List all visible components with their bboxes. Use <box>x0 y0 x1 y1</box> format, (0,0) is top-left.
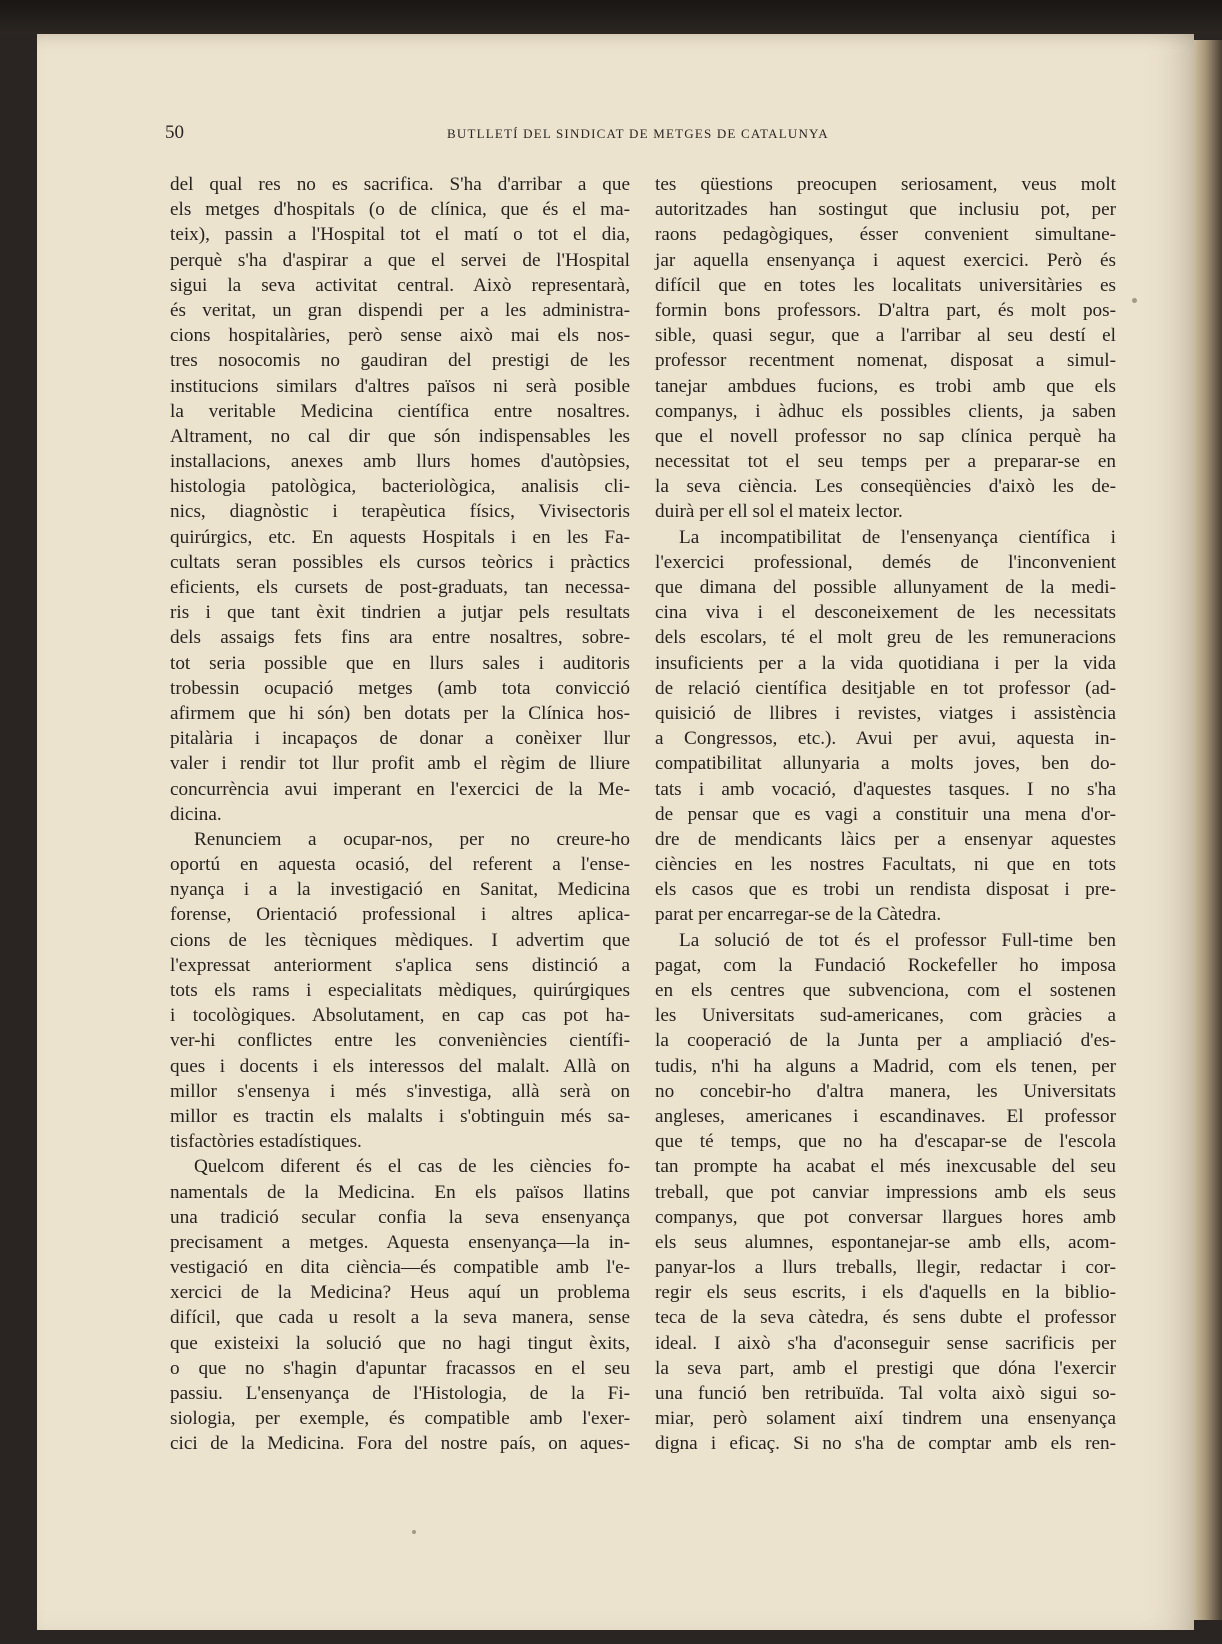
right-column-line: difícil que en totes les localitats universitàries es <box>655 274 1116 296</box>
left-column-line: Quelcom diferent és el cas de les ciències fo- <box>194 1156 630 1178</box>
left-column-line: eficients, els cursets de post-graduats, tan necessa- <box>170 577 630 598</box>
left-column-line: cultats seran possibles els cursos teòrics i pràctics <box>170 551 630 573</box>
right-column-line: una funció ben retribuïda. Tal volta això sigui so- <box>655 1383 1116 1404</box>
right-text-column <box>655 172 1116 1457</box>
right-column-line: l'exercici professional, demés de l'inconvenient <box>655 551 1116 573</box>
left-column-line: institucions similars d'altres països ni serà posible <box>170 375 630 397</box>
left-column-line: afirmem que hi són) ben dotats per la Clínica hos- <box>170 702 630 724</box>
right-column-line: dels escolars, té el molt greu de les remuneracions <box>655 627 1116 649</box>
left-column-line: dels assaigs fets fins ara entre nosaltres, sobre- <box>170 627 630 649</box>
page-number: 50 <box>165 122 184 143</box>
left-column-line: quirúrgics, etc. En aquests Hospitals i en les Fa- <box>170 526 630 548</box>
right-column-line: tes qüestions preocupen seriosament, veus molt <box>655 174 1116 195</box>
left-column-line: tots els rams i especialitats mèdiques, quirúrgiques <box>170 980 630 1001</box>
left-column-line: cions hospitalàries, però sense això mai els nos- <box>170 325 630 347</box>
right-column-line: que el novell professor no sap clínica perquè ha <box>655 425 1116 447</box>
left-column-line: del qual res no es sacrifica. S'ha d'arribar a que <box>170 174 630 195</box>
right-column-line: regir els seus escrits, i els d'aquells en la biblio- <box>655 1282 1116 1304</box>
right-column-line: tudis, n'hi ha alguns a Madrid, com els tenen, per <box>655 1055 1116 1077</box>
left-column-line: cions de les tècniques mèdiques. I advertim que <box>170 929 630 951</box>
running-head: BUTLLETÍ DEL SINDICAT DE METGES DE CATALUNYA <box>447 126 829 141</box>
left-column-line: vestigació en dita ciència—és compatible amb l'e- <box>170 1257 630 1279</box>
right-column-line: jar aquella ensenyança i aquest exercici. Però és <box>655 249 1116 271</box>
left-column-line: millor s'ensenya i més s'investiga, allà serà on <box>170 1080 630 1102</box>
right-column-line: de relació científica desitjable en tot professor (ad- <box>655 677 1116 699</box>
left-column-line: ris i que tant èxit tindrien a jutjar pels resultats <box>170 602 630 624</box>
right-column-line: que dimana del possible allunyament de la medi- <box>655 577 1116 598</box>
left-column-line: trobessin ocupació metges (amb tota convicció <box>170 677 630 699</box>
right-column-line: companys, i àdhuc els possibles clients, ja saben <box>655 400 1116 422</box>
left-column-line: i tocològiques. Absolutament, en cap cas pot ha- <box>170 1005 630 1027</box>
right-column-line: quisició de llibres i revistes, viatges i assistència <box>655 702 1116 724</box>
left-column-line: tisfactòries estadístiques. <box>170 1131 362 1153</box>
left-column-line: perquè s'ha d'aspirar a que el servei de l'Hospital <box>170 249 630 271</box>
right-column-line: parat per encarregar-se de la Càtedra. <box>655 904 942 926</box>
right-column-line: a Congressos, etc.). Avui per avui, aquesta in- <box>655 728 1116 750</box>
right-column-line: cina viva i el desconeixement de les necessitats <box>655 602 1116 624</box>
right-column-line: digna i eficaç. Si no s'ha de comptar amb els ren- <box>655 1433 1116 1455</box>
right-column-line: miar, però solament així tindrem una ensenyança <box>655 1408 1116 1430</box>
right-column-line: ciències en les nostres Facultats, ni que en tots <box>655 854 1116 876</box>
left-column-line: Renunciem a ocupar-nos, per no creure-ho <box>194 828 630 850</box>
right-column-line: La solució de tot és el professor Full-time ben <box>679 929 1116 951</box>
left-column-line: dicina. <box>170 803 222 825</box>
right-column-line: companys, que pot conversar llargues hores amb <box>655 1206 1116 1228</box>
print-speck <box>1132 298 1137 303</box>
left-column-line: nics, diagnòstic i terapèutica físics, Vivisectoris <box>170 501 630 523</box>
left-column-line: difícil, que cada u resolt a la seva manera, sense <box>170 1307 630 1329</box>
left-column-line: histologia patològica, bacteriològica, analisis cli- <box>170 476 630 498</box>
left-column-line: sigui la seva activitat central. Això representarà, <box>170 274 630 296</box>
left-column-line: namentals de la Medicina. En els països llatins <box>170 1181 630 1203</box>
right-column-line: duirà per ell sol el mateix lector. <box>655 501 903 523</box>
left-column-line: teix), passin a l'Hospital tot el matí o tot el dia, <box>170 224 630 246</box>
print-speck <box>412 1530 416 1534</box>
right-column-line: treball, que pot canviar impressions amb els seus <box>655 1181 1116 1203</box>
left-column-line: tot seria possible que en llurs sales i auditoris <box>170 652 630 674</box>
right-column-line: formin bons professors. D'altra part, és molt pos- <box>655 299 1116 321</box>
right-column-line: tan prompte ha acabat el més inexcusable del seu <box>655 1156 1116 1178</box>
right-column-line: la seva ciència. Les conseqüències d'això les de- <box>655 476 1116 498</box>
left-column-line: la veritable Medicina científica entre nosaltres. <box>170 400 630 422</box>
left-column-line: installacions, anexes amb llurs homes d'autòpsies, <box>170 451 630 473</box>
left-column-line: millor es tractin els malalts i s'obtinguin més sa- <box>170 1105 630 1127</box>
left-column-line: pitalària i incapaços de donar a conèixer llur <box>170 728 630 750</box>
left-column-line: siologia, per exemple, és compatible amb l'exer- <box>170 1408 630 1430</box>
right-column-line: sible, quasi segur, que a l'arribar al seu destí el <box>655 325 1116 347</box>
left-column-line: ques i docents i els interessos del malalt. Allà on <box>170 1055 630 1077</box>
right-column-line: de pensar que es vagi a constituir una mena d'or- <box>655 803 1116 825</box>
left-column-line: precisament a metges. Aquesta ensenyança—la in- <box>170 1231 630 1253</box>
left-column-line: valer i rendir tot llur profit amb el règim de lliure <box>170 753 630 775</box>
right-column-line: compatibilitat allunyaria a molts joves, ben do- <box>655 753 1116 775</box>
left-text-column <box>170 172 630 1457</box>
left-column-line: forense, Orientació professional i altres aplica- <box>170 904 630 926</box>
left-column-line: l'expressat anteriorment s'aplica sens distinció a <box>170 954 630 976</box>
left-column-line: una tradició secular confia la seva ensenyança <box>170 1206 630 1228</box>
right-column-line: els seus alumnes, espontanejar-se amb ells, acom- <box>655 1231 1116 1253</box>
right-column-line: panyar-los a llurs treballs, llegir, redactar i cor- <box>655 1257 1116 1279</box>
right-column-line: ideal. I això s'ha d'aconseguir sense sacrificis per <box>655 1332 1116 1354</box>
right-column-line: insuficients per a la vida quotidiana i per la vida <box>655 652 1116 674</box>
right-column-line: tanejar ambdues fucions, es trobi amb que els <box>655 375 1116 397</box>
page-binding-edge <box>1194 40 1222 1620</box>
left-column-line: que existeixi la solució que no hagi tingut èxits, <box>170 1332 630 1354</box>
left-column-line: ver-hi conflictes entre les conveniències científi- <box>170 1030 630 1052</box>
left-column-line: tres nosocomis no gaudiran del prestigi de les <box>170 350 630 372</box>
right-column-line: els casos que es trobi un rendista disposat i pre- <box>655 879 1116 901</box>
right-column-line: tats i amb vocació, d'aquestes tasques. I no s'ha <box>655 778 1116 800</box>
left-column-line: cici de la Medicina. Fora del nostre país, on aques- <box>170 1433 630 1455</box>
left-column-line: xercici de la Medicina? Heus aquí un problema <box>170 1282 630 1304</box>
left-column-line: passiu. L'ensenyança de l'Histologia, de la Fi- <box>170 1383 630 1404</box>
right-column-line: teca de la seva càtedra, és sens dubte el professor <box>655 1307 1116 1329</box>
right-column-line: angleses, americanes i escandinaves. El professor <box>655 1105 1116 1127</box>
left-column-line: oportú en aquesta ocasió, del referent a l'ense- <box>170 854 630 876</box>
left-column-line: concurrència avui imperant en l'exercici de la Me- <box>170 778 630 800</box>
right-column-line: raons pedagògiques, ésser convenient simultane- <box>655 224 1116 246</box>
right-column-line: professor recentment nomenat, disposat a simul- <box>655 350 1116 372</box>
left-column-line: Altrament, no cal dir que són indispensables les <box>170 425 630 447</box>
right-column-line: pagat, com la Fundació Rockefeller ho imposa <box>655 954 1116 976</box>
right-column-line: La incompatibilitat de l'ensenyança científica i <box>679 526 1116 548</box>
right-column-line: autoritzades han sostingut que inclusiu pot, per <box>655 199 1116 221</box>
right-column-line: les Universitats sud-americanes, com gràcies a <box>655 1005 1116 1027</box>
right-column-line: necessitat tot el seu temps per a preparar-se en <box>655 451 1116 473</box>
left-column-line: nyança i a la investigació en Sanitat, Medicina <box>170 879 630 901</box>
right-column-line: en els centres que subvenciona, com el sostenen <box>655 980 1116 1001</box>
scan-top-border <box>0 0 1222 34</box>
left-column-line: és veritat, un gran dispendi per a les administra- <box>170 299 630 321</box>
right-column-line: que té temps, que no ha d'escapar-se de l'escola <box>655 1131 1116 1153</box>
page-header <box>165 122 1065 146</box>
right-column-line: no concebir-ho d'altra manera, les Universitats <box>655 1080 1116 1102</box>
left-column-line: o que no s'hagin d'apuntar fracassos en el seu <box>170 1357 630 1379</box>
right-column-line: la seva part, amb el prestigi que dóna l'exercir <box>655 1357 1116 1379</box>
left-column-line: els metges d'hospitals (o de clínica, que és el ma- <box>170 199 630 221</box>
right-column-line: dre de mendicants làics per a ensenyar aquestes <box>655 828 1116 850</box>
right-column-line: la cooperació de la Junta per a ampliació d'es- <box>655 1030 1116 1052</box>
